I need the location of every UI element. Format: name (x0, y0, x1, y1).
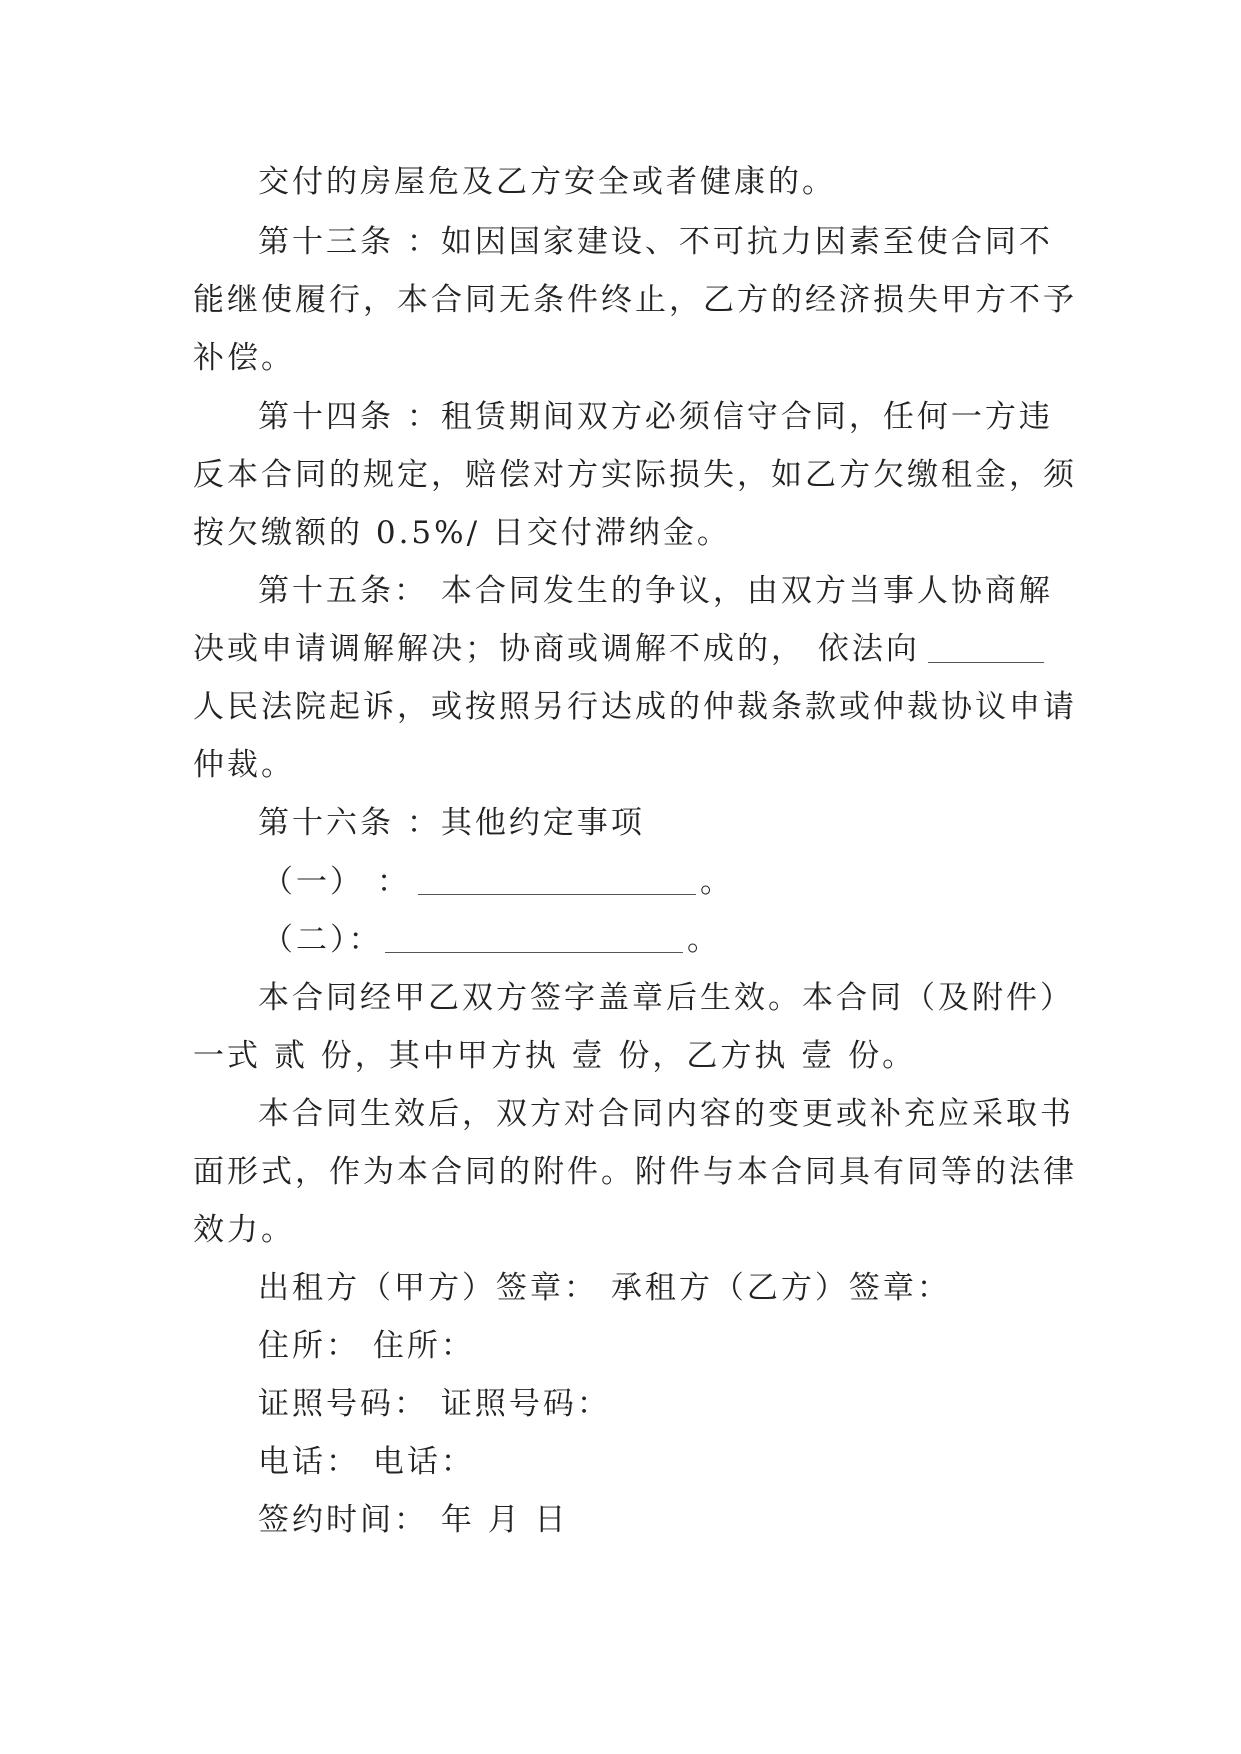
effect-clause-line-1: 本合同经甲乙双方签字盖章后生效。本合同（及附件） (258, 980, 1074, 1016)
effect-clause-line-2: 一式 贰 份，其中甲方执 壹 份，乙方执 壹 份。 (193, 1038, 917, 1074)
article-14-line-3: 按欠缴额的 0.5%/ 日交付滞纳金。 (193, 515, 731, 551)
court-name-blank (928, 640, 1044, 663)
article-15-line-4: 仲裁。 (193, 747, 295, 783)
amendment-clause-line-3: 效力。 (193, 1212, 295, 1248)
article-15-line-2: 决或申请调解解决；协商或调解不成的， 依法向 (193, 631, 920, 667)
license-number-fields: 证照号码： 证照号码： (258, 1386, 611, 1422)
item-2-period: 。 (687, 922, 721, 958)
article-15-line-1: 第十五条： 本合同发生的争议，由双方当事人协商解 (258, 573, 1053, 609)
amendment-clause-line-2: 面形式，作为本合同的附件。附件与本合同具有同等的法律 (193, 1154, 1077, 1190)
item-2-blank (385, 930, 683, 953)
article-14-line-2: 反本合同的规定，赔偿对方实际损失，如乙方欠缴租金，须 (193, 457, 1077, 493)
item-1-blank (418, 872, 696, 895)
phone-fields: 电话： 电话： (258, 1444, 475, 1480)
article-12-ending: 交付的房屋危及乙方安全或者健康的。 (258, 164, 836, 200)
amendment-clause-line-1: 本合同生效后，双方对合同内容的变更或补充应采取书 (258, 1096, 1074, 1132)
address-fields: 住所： 住所： (258, 1328, 475, 1364)
signature-parties: 出租方（甲方）签章： 承租方（乙方）签章： (258, 1270, 951, 1306)
article-16-heading: 第十六条 ：其他约定事项 (258, 805, 645, 841)
article-13-line-1: 第十三条 ：如因国家建设、不可抗力因素至使合同不 (258, 224, 1053, 260)
article-15-line-3: 人民法院起诉，或按照另行达成的仲裁条款或仲裁协议申请 (193, 689, 1077, 725)
item-1-label: （一） ： (262, 864, 411, 900)
article-14-line-1: 第十四条 ：租赁期间双方必须信守合同，任何一方违 (258, 399, 1053, 435)
signing-date: 签约时间： 年 月 日 (258, 1502, 569, 1538)
item-1-period: 。 (700, 864, 734, 900)
item-2-label: （二）： (262, 922, 383, 958)
article-13-line-2: 能继使履行，本合同无条件终止，乙方的经济损失甲方不予 (193, 282, 1077, 318)
article-13-line-3: 补偿。 (193, 340, 295, 376)
